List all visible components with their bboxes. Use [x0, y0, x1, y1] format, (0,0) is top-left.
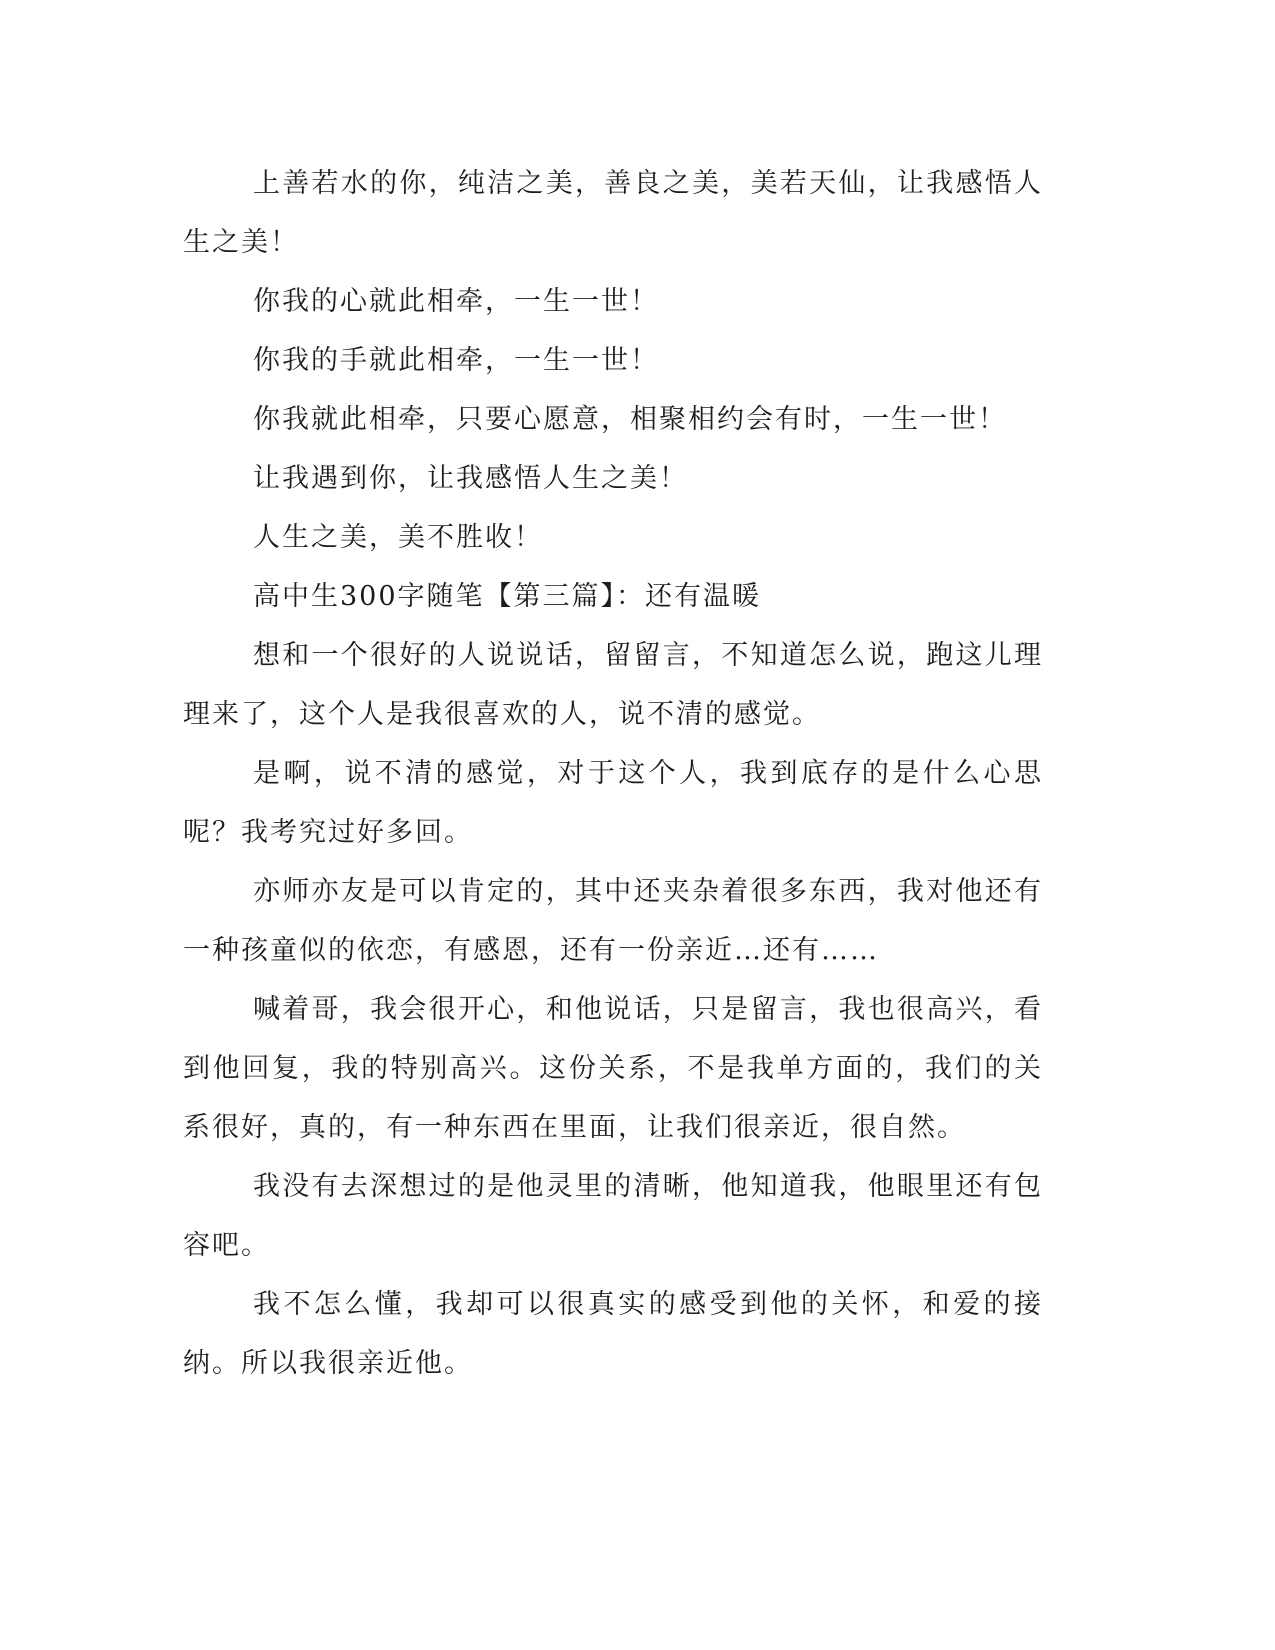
paragraph-10: 喊着哥，我会很开心，和他说话，只是留言，我也很高兴，看到他回复，我的特别高兴。这份关系，不是我单方面的，我们的关系很好，真的，有一种东西在里面，让我们很亲近，很自然。 — [183, 994, 1043, 1143]
paragraph-11: 我没有去深想过的是他灵里的清晰，他知道我，他眼里还有包容吧。 — [183, 1171, 1043, 1261]
paragraph-12: 我不怎么懂，我却可以很真实的感受到他的关怀，和爱的接纳。所以我很亲近他。 — [183, 1289, 1043, 1379]
paragraph-5: 让我遇到你，让我感悟人生之美！ — [253, 463, 688, 494]
paragraph-2: 你我的心就此相牵，一生一世！ — [253, 286, 659, 317]
paragraph-8: 是啊，说不清的感觉，对于这个人，我到底存的是什么心思呢？我考究过好多回。 — [183, 758, 1043, 848]
paragraph-4: 你我就此相牵，只要心愿意，相聚相约会有时，一生一世！ — [253, 404, 1007, 435]
paragraph-3: 你我的手就此相牵，一生一世！ — [253, 345, 659, 376]
section-heading: 高中生300字随笔【第三篇】：还有温暖 — [253, 581, 762, 612]
paragraph-6: 人生之美，美不胜收！ — [253, 522, 543, 553]
paragraph-7: 想和一个很好的人说说话，留留言，不知道怎么说，跑这儿理理来了，这个人是我很喜欢的人，说不清的感觉。 — [183, 640, 1043, 730]
paragraph-1: 上善若水的你，纯洁之美，善良之美，美若天仙，让我感悟人生之美！ — [183, 168, 1043, 258]
document-body — [183, 154, 1043, 1393]
paragraph-9: 亦师亦友是可以肯定的，其中还夹杂着很多东西，我对他还有一种孩童似的依恋，有感恩，还有一份亲近…还有…… — [183, 876, 1043, 966]
